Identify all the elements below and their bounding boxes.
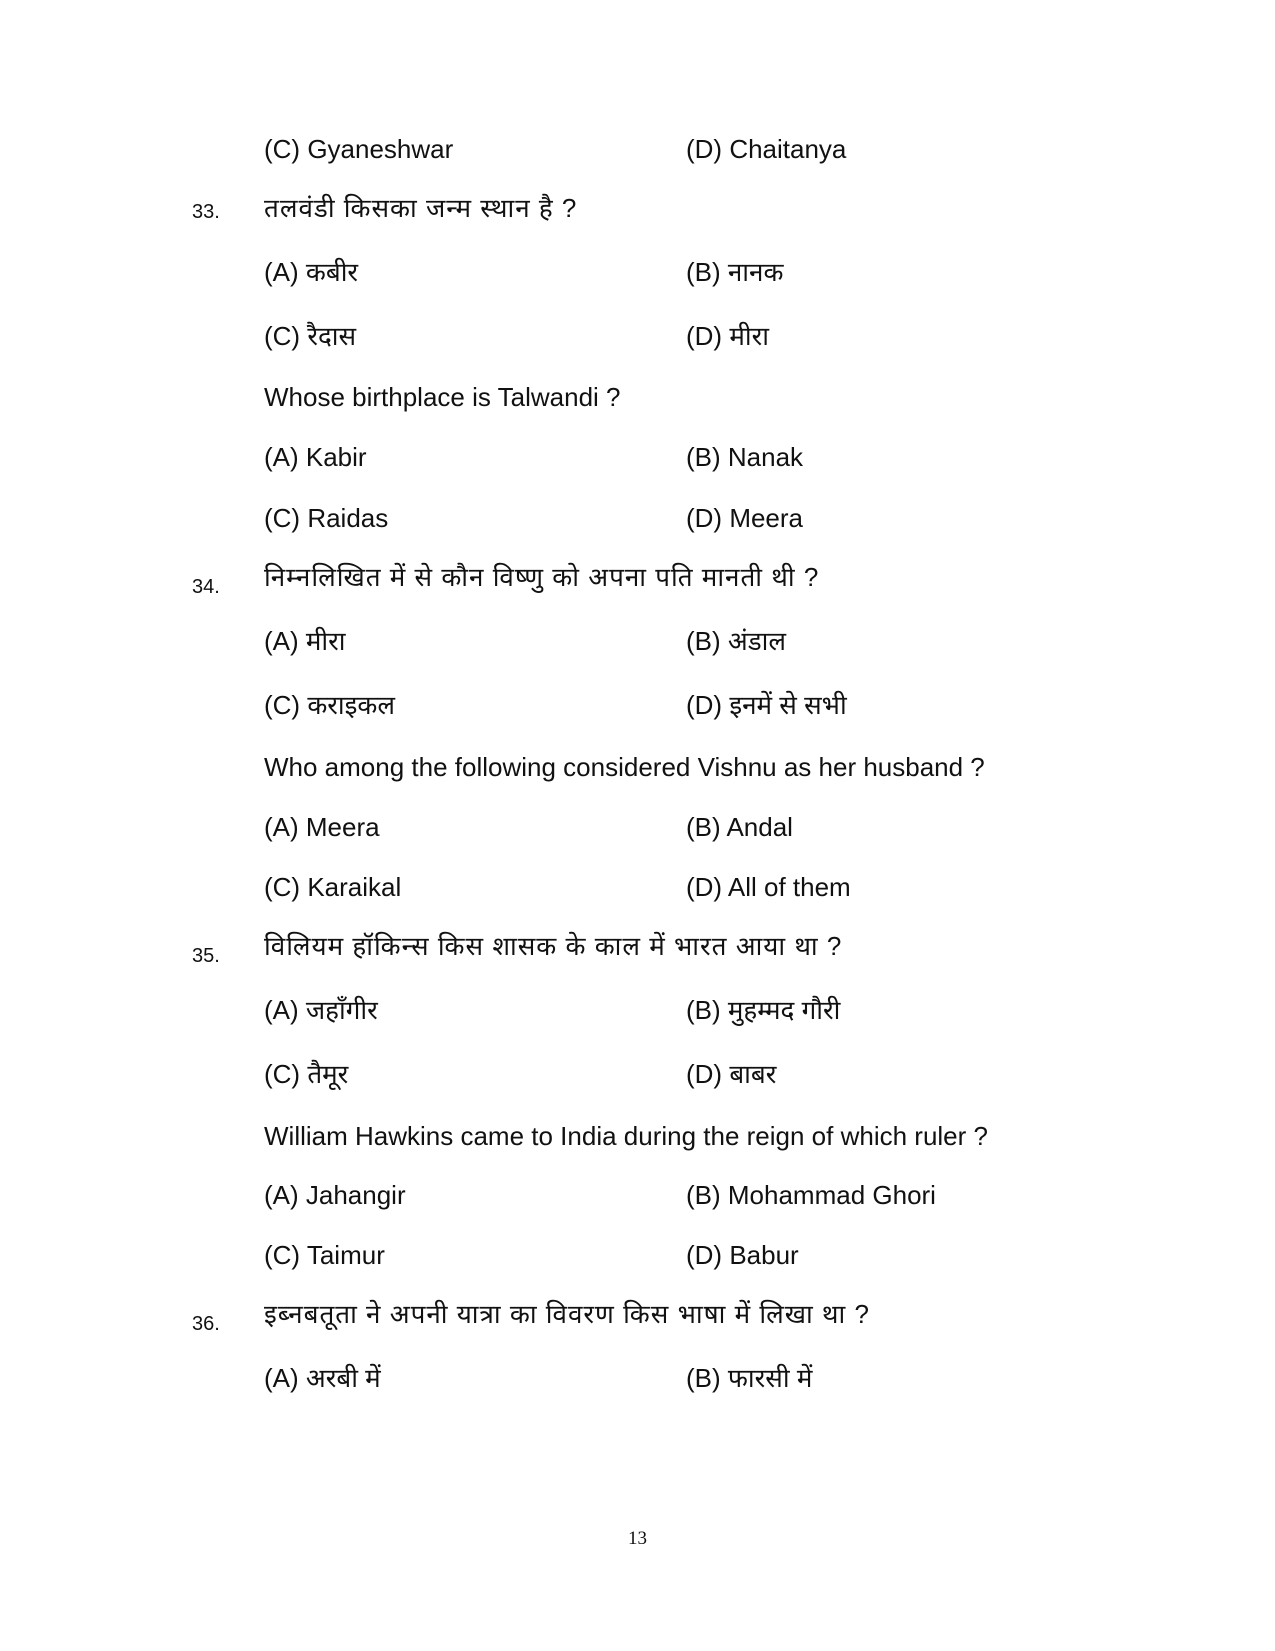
question-english: William Hawkins came to India during the reign of which ruler ? xyxy=(264,1121,988,1151)
question-hindi: तलवंडी किसका जन्म स्थान है ? xyxy=(264,193,578,223)
option-a-hindi: (A) कबीर xyxy=(264,257,359,287)
option-b-english: (B) Andal xyxy=(686,812,793,842)
option-a-hindi: (A) मीरा xyxy=(264,626,346,656)
page-number: 13 xyxy=(628,1528,647,1549)
question-hindi: इब्नबतूता ने अपनी यात्रा का विवरण किस भाषा में लिखा था ? xyxy=(264,1299,870,1329)
question-number: 33. xyxy=(192,201,220,223)
question-english: Whose birthplace is Talwandi ? xyxy=(264,382,621,412)
question-number: 34. xyxy=(192,576,220,598)
option-b-hindi: (B) फारसी में xyxy=(686,1363,813,1393)
option-b-hindi: (B) मुहम्मद गौरी xyxy=(686,995,841,1025)
option-a-english: (A) Meera xyxy=(264,812,380,842)
question-hindi: विलियम हॉकिन्स किस शासक के काल में भारत आया था ? xyxy=(264,931,843,961)
option-a-english: (A) Kabir xyxy=(264,442,367,472)
question-number: 36. xyxy=(192,1313,220,1335)
option-c-english: (C) Taimur xyxy=(264,1240,385,1270)
option-b-english: (B) Nanak xyxy=(686,442,804,472)
option-d-hindi: (D) बाबर xyxy=(686,1059,777,1089)
option-c-english: (C) Karaikal xyxy=(264,872,402,902)
option-b-hindi: (B) अंडाल xyxy=(686,626,787,656)
option-c: (C) Gyaneshwar xyxy=(264,134,454,164)
option-d-english: (D) Babur xyxy=(686,1240,799,1270)
option-d: (D) Chaitanya xyxy=(686,134,847,164)
question-hindi: निम्नलिखित में से कौन विष्णु को अपना पति मानती थी ? xyxy=(264,562,820,592)
option-c-english: (C) Raidas xyxy=(264,503,389,533)
option-a-hindi: (A) अरबी में xyxy=(264,1363,381,1393)
option-d-hindi: (D) मीरा xyxy=(686,321,769,351)
option-b-english: (B) Mohammad Ghori xyxy=(686,1180,936,1210)
question-english: Who among the following considered Vishnu as her husband ? xyxy=(264,752,985,782)
option-d-english: (D) Meera xyxy=(686,503,804,533)
option-a-english: (A) Jahangir xyxy=(264,1180,406,1210)
option-b-hindi: (B) नानक xyxy=(686,257,784,287)
option-c-hindi: (C) रैदास xyxy=(264,321,357,351)
option-a-hindi: (A) जहाँगीर xyxy=(264,995,378,1025)
question-number: 35. xyxy=(192,945,220,967)
option-c-hindi: (C) तैमूर xyxy=(264,1059,349,1089)
option-d-hindi: (D) इनमें से सभी xyxy=(686,690,847,720)
option-c-hindi: (C) कराइकल xyxy=(264,690,396,720)
option-d-english: (D) All of them xyxy=(686,872,851,902)
